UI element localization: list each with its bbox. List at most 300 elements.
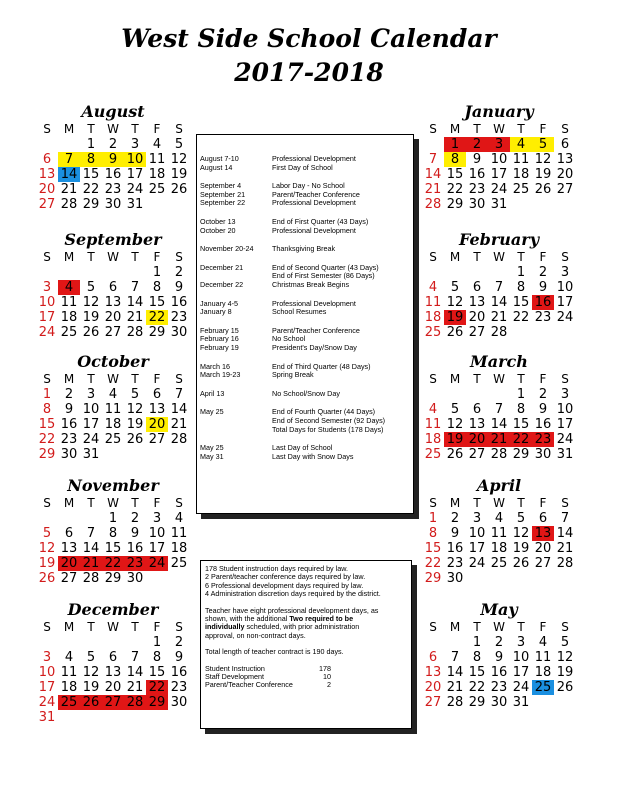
day-cell: 6 [152, 387, 162, 402]
weekday-header [422, 620, 576, 635]
day-cell: 6 [472, 280, 482, 295]
day-cell: 12 [446, 417, 464, 432]
weekday-label: F [153, 620, 161, 634]
day-cell: 15 [512, 417, 530, 432]
week-row [36, 197, 190, 212]
day-cell: 12 [82, 295, 100, 310]
weekday-label: F [153, 122, 161, 136]
day-cell: 3 [560, 387, 570, 402]
day-cell: 23 [490, 680, 508, 695]
weekday-label: T [87, 620, 95, 634]
weekday-label: F [153, 372, 161, 386]
day-cell: 14 [490, 295, 508, 310]
day-cell: 29 [38, 447, 56, 462]
weekday-label: M [63, 250, 75, 264]
day-cell: 27 [424, 695, 442, 710]
empty-cell [444, 635, 466, 650]
weekday-label: S [561, 372, 569, 386]
weekday-header [36, 620, 190, 635]
empty-cell [466, 387, 488, 402]
day-cell: 4 [58, 280, 80, 295]
weekday-label: F [539, 372, 547, 386]
empty-cell [36, 265, 58, 280]
month-name: March [470, 352, 528, 371]
day-cell: 28 [60, 197, 78, 212]
day-cell: 8 [152, 650, 162, 665]
day-cell: 29 [424, 571, 442, 586]
week-row [36, 526, 190, 541]
note-line: Total length of teacher contract is 190 days. [205, 647, 344, 657]
empty-cell [488, 571, 510, 586]
weekday-label: W [107, 496, 119, 510]
day-cell: 14 [490, 417, 508, 432]
day-cell: 13 [104, 295, 122, 310]
day-cell: 30 [170, 325, 188, 340]
day-cell: 16 [534, 417, 552, 432]
day-cell: 4 [152, 137, 162, 152]
weekday-label: S [561, 620, 569, 634]
note-line: Teacher have eight professional development days, as [205, 605, 379, 615]
empty-cell [488, 387, 510, 402]
weekday-label: M [449, 122, 461, 136]
day-cell: 1 [42, 387, 52, 402]
day-cell: 3 [560, 265, 570, 280]
day-cell: 26 [512, 556, 530, 571]
day-cell: 30 [468, 197, 486, 212]
day-cell: 28 [490, 325, 508, 340]
day-cell: 20 [38, 182, 56, 197]
empty-cell [466, 265, 488, 280]
day-cell: 21 [488, 432, 510, 447]
day-cell: 9 [102, 152, 124, 167]
day-cell: 7 [494, 280, 504, 295]
week-row [36, 167, 190, 182]
day-cell: 4 [174, 511, 184, 526]
week-row [422, 571, 576, 586]
empty-cell [146, 447, 168, 462]
empty-cell [488, 265, 510, 280]
month-name: January [464, 102, 534, 121]
day-cell: 14 [82, 541, 100, 556]
event-text: Professional Development [272, 298, 356, 308]
empty-cell [58, 137, 80, 152]
day-cell: 4 [510, 137, 532, 152]
day-cell: 16 [170, 665, 188, 680]
calendar-title: West Side School Calendar [121, 24, 497, 53]
empty-cell [554, 197, 576, 212]
day-cell: 14 [170, 402, 188, 417]
weekday-header [36, 250, 190, 265]
month-march [422, 352, 576, 462]
weekday-label: T [517, 122, 525, 136]
day-cell: 5 [560, 635, 570, 650]
day-cell: 3 [130, 137, 140, 152]
day-cell: 9 [472, 152, 482, 167]
day-cell: 30 [104, 197, 122, 212]
day-cell: 9 [174, 650, 184, 665]
event-text: End of Fourth Quarter (44 Days) [272, 407, 376, 417]
day-cell: 25 [170, 556, 188, 571]
week-row [422, 265, 576, 280]
event-text: No School/Snow Day [272, 388, 340, 398]
event-text: School Resumes [272, 307, 327, 317]
day-cell: 10 [38, 295, 56, 310]
event-text: End of First Semester (86 Days) [272, 271, 375, 281]
empty-cell [554, 325, 576, 340]
day-cell: 7 [58, 152, 80, 167]
weekday-header [422, 372, 576, 387]
day-cell: 21 [170, 417, 188, 432]
weekday-label: S [561, 496, 569, 510]
day-cell: 28 [556, 556, 574, 571]
day-cell: 31 [82, 447, 100, 462]
week-row [422, 197, 576, 212]
note-text: shown, with the additional [205, 614, 290, 624]
day-cell: 13 [424, 665, 442, 680]
day-cell: 31 [490, 197, 508, 212]
weekday-label: S [43, 620, 51, 634]
day-cell: 11 [534, 650, 552, 665]
day-cell: 28 [424, 197, 442, 212]
day-cell: 20 [104, 680, 122, 695]
day-cell: 19 [82, 310, 100, 325]
month-name: December [67, 600, 159, 619]
day-cell: 21 [556, 541, 574, 556]
event-text: President's Day/Snow Day [272, 343, 357, 352]
week-row [36, 310, 190, 325]
week-row [422, 280, 576, 295]
day-cell: 18 [512, 167, 530, 182]
empty-cell [444, 387, 466, 402]
event-date: January 4-5 [200, 298, 238, 308]
weekday-label: T [517, 250, 525, 264]
weekday-label: S [43, 372, 51, 386]
day-cell: 7 [450, 650, 460, 665]
weekday-label: S [561, 250, 569, 264]
day-cell: 27 [102, 695, 124, 710]
day-cell: 4 [494, 511, 504, 526]
day-cell: 24 [126, 182, 144, 197]
day-cell: 24 [556, 310, 574, 325]
day-cell: 15 [148, 665, 166, 680]
day-cell: 24 [38, 695, 56, 710]
weekday-label: M [63, 122, 75, 136]
note-bold: Two required to be [289, 614, 354, 624]
weekday-label: S [175, 122, 183, 136]
day-cell: 7 [494, 402, 504, 417]
empty-cell [510, 325, 532, 340]
month-january [422, 102, 576, 212]
note-line: 4 Administration discretion days required by the district. [205, 589, 381, 599]
day-cell: 1 [86, 137, 96, 152]
week-row [422, 665, 576, 680]
day-cell: 26 [38, 571, 56, 586]
event-text: End of First Quarter (43 Days) [272, 217, 369, 226]
day-cell: 19 [126, 417, 144, 432]
day-cell: 10 [512, 650, 530, 665]
event-date: February 15 [200, 325, 239, 335]
weekday-label: M [63, 496, 75, 510]
week-row [422, 402, 576, 417]
weekday-header [36, 496, 190, 511]
day-cell: 1 [152, 635, 162, 650]
day-cell: 30 [490, 695, 508, 710]
day-cell: 24 [490, 182, 508, 197]
weekday-label: T [473, 122, 481, 136]
day-cell: 17 [512, 665, 530, 680]
empty-cell [36, 635, 58, 650]
day-cell: 21 [80, 556, 102, 571]
day-cell: 21 [126, 680, 144, 695]
event-date: February 19 [200, 343, 239, 352]
weekday-label: S [175, 250, 183, 264]
day-cell: 10 [38, 665, 56, 680]
summary-label: Student Instruction [205, 663, 265, 673]
notes-panel [200, 560, 412, 729]
weekday-label: T [517, 372, 525, 386]
day-cell: 13 [556, 152, 574, 167]
day-cell: 4 [108, 387, 118, 402]
day-cell: 12 [512, 526, 530, 541]
weekday-label: S [429, 122, 437, 136]
week-row [422, 650, 576, 665]
day-cell: 17 [468, 541, 486, 556]
weekday-label: S [429, 620, 437, 634]
day-cell: 2 [130, 511, 140, 526]
day-cell: 31 [556, 447, 574, 462]
event-date: May 25 [200, 407, 224, 417]
day-cell: 28 [490, 447, 508, 462]
week-row [422, 511, 576, 526]
day-cell: 25 [512, 182, 530, 197]
day-cell: 18 [490, 541, 508, 556]
weekday-label: T [87, 496, 95, 510]
event-text: Last Day with Snow Days [272, 451, 354, 461]
day-cell: 26 [534, 182, 552, 197]
day-cell: 24 [468, 556, 486, 571]
weekday-label: F [539, 496, 547, 510]
day-cell: 18 [170, 541, 188, 556]
weekday-label: S [429, 250, 437, 264]
empty-cell [444, 265, 466, 280]
weekday-label: M [63, 372, 75, 386]
event-date: August 14 [200, 162, 233, 172]
day-cell: 29 [446, 197, 464, 212]
day-cell: 25 [424, 447, 442, 462]
weekday-label: W [107, 122, 119, 136]
week-row [36, 152, 190, 167]
day-cell: 23 [534, 310, 552, 325]
weekday-header [422, 250, 576, 265]
event-date: May 25 [200, 443, 224, 453]
day-cell: 22 [102, 556, 124, 571]
day-cell: 27 [468, 325, 486, 340]
day-cell: 8 [516, 402, 526, 417]
event-text: Professional Development [272, 198, 356, 208]
day-cell: 16 [126, 541, 144, 556]
day-cell: 2 [538, 387, 548, 402]
day-cell: 10 [124, 152, 146, 167]
empty-cell [422, 635, 444, 650]
day-cell: 1 [444, 137, 466, 152]
day-cell: 11 [424, 295, 442, 310]
day-cell: 5 [516, 511, 526, 526]
event-date: February 16 [200, 334, 239, 344]
day-cell: 22 [446, 182, 464, 197]
day-cell: 7 [86, 526, 96, 541]
week-row [422, 295, 576, 310]
weekday-label: S [43, 122, 51, 136]
day-cell: 5 [450, 280, 460, 295]
day-cell: 8 [42, 402, 52, 417]
day-cell: 13 [38, 167, 56, 182]
day-cell: 29 [104, 571, 122, 586]
event-text: Thanksgiving Break [272, 244, 336, 254]
empty-cell [124, 447, 146, 462]
event-text: End of Second Quarter (43 Days) [272, 262, 379, 272]
event-date: May 31 [200, 451, 224, 461]
day-cell: 17 [38, 680, 56, 695]
day-cell: 27 [148, 432, 166, 447]
day-cell: 2 [494, 635, 504, 650]
day-cell: 6 [108, 280, 118, 295]
day-cell: 27 [534, 556, 552, 571]
day-cell: 23 [532, 432, 554, 447]
day-cell: 12 [82, 665, 100, 680]
month-april [422, 476, 576, 586]
empty-cell [532, 571, 554, 586]
day-cell: 23 [446, 556, 464, 571]
day-cell: 18 [148, 167, 166, 182]
day-cell: 22 [468, 680, 486, 695]
day-cell: 26 [80, 695, 102, 710]
event-text: Spring Break [272, 370, 314, 380]
empty-cell [80, 710, 102, 725]
day-cell: 9 [450, 526, 460, 541]
day-cell: 10 [556, 402, 574, 417]
day-cell: 15 [446, 167, 464, 182]
day-cell: 23 [124, 556, 146, 571]
day-cell: 3 [488, 137, 510, 152]
week-row [422, 695, 576, 710]
day-cell: 20 [58, 556, 80, 571]
day-cell: 30 [534, 447, 552, 462]
day-cell: 13 [148, 402, 166, 417]
day-cell: 7 [130, 280, 140, 295]
day-cell: 10 [468, 526, 486, 541]
note-line: 6 Professional development days required by law. [205, 580, 364, 590]
day-cell: 14 [556, 526, 574, 541]
weekday-label: F [539, 620, 547, 634]
day-cell: 15 [38, 417, 56, 432]
day-cell: 23 [170, 310, 188, 325]
day-cell: 27 [38, 197, 56, 212]
month-name: November [67, 476, 159, 495]
weekday-label: T [131, 122, 139, 136]
day-cell: 24 [512, 680, 530, 695]
empty-cell [466, 571, 488, 586]
day-cell: 22 [512, 310, 530, 325]
day-cell: 4 [428, 402, 438, 417]
empty-cell [58, 265, 80, 280]
month-december [36, 600, 190, 725]
day-cell: 14 [424, 167, 442, 182]
week-row [422, 152, 576, 167]
weekday-label: T [517, 620, 525, 634]
day-cell: 9 [494, 650, 504, 665]
day-cell: 16 [532, 295, 554, 310]
day-cell: 6 [472, 402, 482, 417]
event-text: Professional Development [272, 154, 356, 163]
empty-cell [532, 197, 554, 212]
day-cell: 11 [512, 152, 530, 167]
day-cell: 7 [560, 511, 570, 526]
week-row [36, 541, 190, 556]
day-cell: 5 [532, 137, 554, 152]
weekday-label: W [493, 122, 505, 136]
weekday-label: S [43, 496, 51, 510]
day-cell: 20 [466, 432, 488, 447]
week-row [422, 432, 576, 447]
day-cell: 1 [428, 511, 438, 526]
day-cell: 24 [38, 325, 56, 340]
weekday-label: S [175, 496, 183, 510]
week-row [36, 665, 190, 680]
weekday-label: T [87, 372, 95, 386]
week-row [36, 556, 190, 571]
day-cell: 3 [86, 387, 96, 402]
week-row [422, 447, 576, 462]
day-cell: 3 [516, 635, 526, 650]
week-row [422, 526, 576, 541]
day-cell: 2 [64, 387, 74, 402]
day-cell: 29 [148, 325, 166, 340]
weekday-label: S [429, 496, 437, 510]
week-row [36, 280, 190, 295]
day-cell: 30 [446, 571, 464, 586]
day-cell: 4 [64, 650, 74, 665]
empty-cell [124, 265, 146, 280]
day-cell: 9 [538, 402, 548, 417]
week-row [36, 710, 190, 725]
day-cell: 28 [170, 432, 188, 447]
day-cell: 7 [428, 152, 438, 167]
day-cell: 12 [534, 152, 552, 167]
week-row [36, 511, 190, 526]
weekday-label: F [153, 496, 161, 510]
day-cell: 3 [42, 280, 52, 295]
day-cell: 4 [428, 280, 438, 295]
day-cell: 26 [446, 447, 464, 462]
weekday-label: T [473, 250, 481, 264]
day-cell: 9 [538, 280, 548, 295]
summary-row [201, 681, 411, 689]
day-cell: 25 [58, 695, 80, 710]
day-cell: 15 [424, 541, 442, 556]
weekday-label: T [131, 496, 139, 510]
day-cell: 11 [490, 526, 508, 541]
empty-cell [58, 710, 80, 725]
event-date: October 13 [200, 217, 236, 226]
week-row [36, 265, 190, 280]
day-cell: 5 [174, 137, 184, 152]
note-line: 178 Student instruction days required by law. [205, 564, 349, 573]
day-cell: 27 [104, 325, 122, 340]
day-cell: 8 [516, 280, 526, 295]
day-cell: 17 [82, 417, 100, 432]
event-date: December 21 [200, 262, 244, 272]
day-cell: 17 [556, 417, 574, 432]
